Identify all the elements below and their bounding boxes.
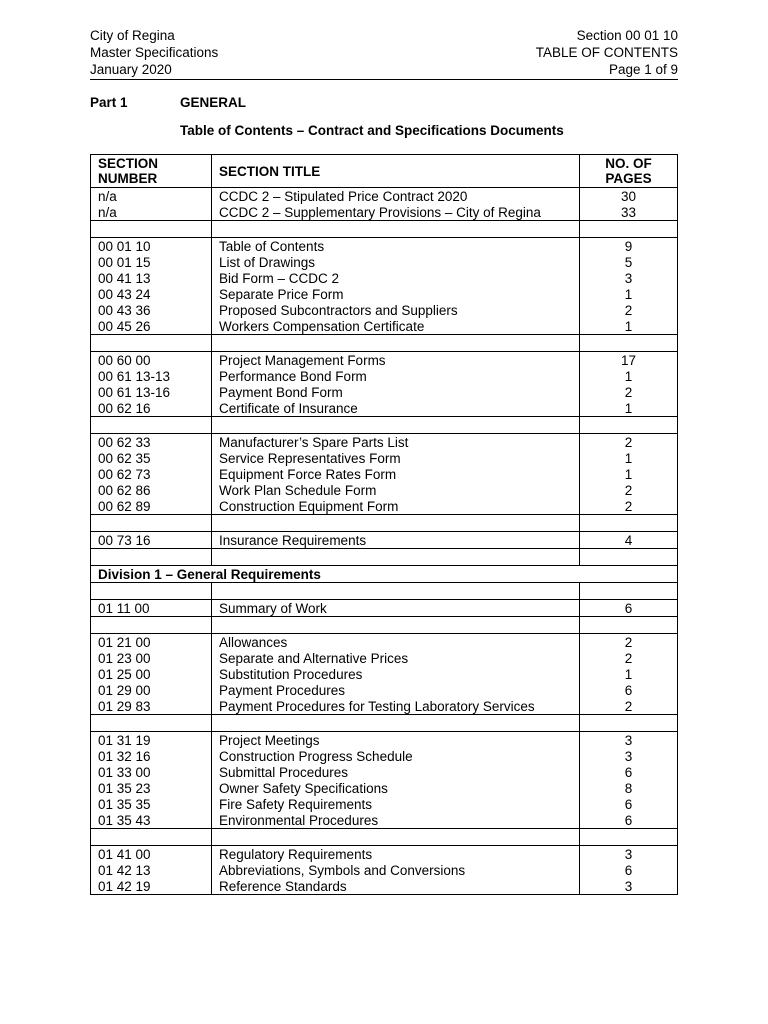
table-row [91, 352, 678, 369]
section-title-cell: Separate Price Form [212, 286, 580, 302]
table-row [91, 498, 678, 515]
blank-cell [580, 715, 678, 732]
section-title-cell: Performance Bond Form [212, 368, 580, 384]
section-number-cell: 00 61 13-13 [91, 368, 212, 384]
section-title-cell: Environmental Procedures [212, 812, 580, 829]
table-row [91, 450, 678, 466]
section-number-cell: 00 41 13 [91, 270, 212, 286]
page-count-cell: 17 [580, 352, 678, 369]
blank-cell [212, 549, 580, 566]
section-title-cell: CCDC 2 – Supplementary Provisions – City of Regina [212, 204, 580, 221]
section-title-cell: Project Management Forms [212, 352, 580, 369]
blank-row [91, 583, 678, 600]
table-row [91, 796, 678, 812]
header-row [90, 61, 678, 78]
section-number-cell: 00 62 86 [91, 482, 212, 498]
table-row [91, 764, 678, 780]
page-count-cell: 3 [580, 748, 678, 764]
page-count-cell: 6 [580, 812, 678, 829]
page-count-cell: 6 [580, 600, 678, 617]
blank-cell [91, 515, 212, 532]
toc-table-body [91, 188, 678, 895]
section-number-cell: 00 01 15 [91, 254, 212, 270]
section-number-cell: 01 41 00 [91, 846, 212, 863]
page-count-cell: 1 [580, 400, 678, 417]
toc-subtitle: Table of Contents – Contract and Specifications Documents [180, 123, 564, 138]
blank-cell [580, 617, 678, 634]
page-count-cell: 2 [580, 434, 678, 451]
section-number-cell: 00 62 33 [91, 434, 212, 451]
table-row [91, 286, 678, 302]
table-row [91, 368, 678, 384]
table-row [91, 878, 678, 895]
table-row [91, 780, 678, 796]
section-title-cell: Submittal Procedures [212, 764, 580, 780]
blank-cell [580, 417, 678, 434]
section-title-cell: Construction Equipment Form [212, 498, 580, 515]
header-date: January 2020 [90, 62, 172, 77]
page-count-cell: 9 [580, 238, 678, 255]
section-title-cell: Payment Bond Form [212, 384, 580, 400]
table-row [91, 846, 678, 863]
blank-cell [91, 549, 212, 566]
section-title-cell: Allowances [212, 634, 580, 651]
page-count-cell: 1 [580, 466, 678, 482]
section-title-cell: Workers Compensation Certificate [212, 318, 580, 335]
table-row [91, 318, 678, 335]
section-number-cell: 01 23 00 [91, 650, 212, 666]
table-row [91, 634, 678, 651]
division-heading-row [91, 566, 678, 583]
section-number-cell: 00 61 13-16 [91, 384, 212, 400]
page-count-cell: 4 [580, 532, 678, 549]
section-number-cell: 01 35 43 [91, 812, 212, 829]
table-row [91, 812, 678, 829]
part-number: Part 1 [90, 95, 128, 110]
section-title-cell: Proposed Subcontractors and Suppliers [212, 302, 580, 318]
page-count-cell: 8 [580, 780, 678, 796]
table-row [91, 666, 678, 682]
page-count-cell: 6 [580, 764, 678, 780]
blank-row [91, 549, 678, 566]
page-count-cell: 5 [580, 254, 678, 270]
table-row [91, 748, 678, 764]
section-title-cell: Insurance Requirements [212, 532, 580, 549]
header-document-name: Master Specifications [90, 45, 219, 60]
section-number-cell: n/a [91, 188, 212, 205]
blank-cell [91, 335, 212, 352]
table-row [91, 188, 678, 205]
page-count-cell: 1 [580, 450, 678, 466]
page-count-cell: 2 [580, 650, 678, 666]
page-count-cell: 3 [580, 878, 678, 895]
table-row [91, 650, 678, 666]
section-number-cell: 00 73 16 [91, 532, 212, 549]
header-section-number: Section 00 01 10 [576, 28, 678, 43]
section-number-cell: 00 62 16 [91, 400, 212, 417]
page-count-cell: 6 [580, 682, 678, 698]
section-title-cell: Equipment Force Rates Form [212, 466, 580, 482]
header-section-title: TABLE OF CONTENTS [535, 45, 678, 60]
table-row [91, 600, 678, 617]
blank-row [91, 335, 678, 352]
section-number-cell: 00 62 35 [91, 450, 212, 466]
section-number-cell: 01 21 00 [91, 634, 212, 651]
section-number-cell: 01 29 83 [91, 698, 212, 715]
blank-cell [212, 617, 580, 634]
page-count-cell: 1 [580, 368, 678, 384]
blank-cell [212, 515, 580, 532]
section-title-cell: Abbreviations, Symbols and Conversions [212, 862, 580, 878]
page-count-cell: 6 [580, 862, 678, 878]
section-title-cell: Owner Safety Specifications [212, 780, 580, 796]
section-title-cell: Table of Contents [212, 238, 580, 255]
table-row [91, 384, 678, 400]
blank-cell [91, 221, 212, 238]
section-number-cell: 00 62 73 [91, 466, 212, 482]
section-title-cell: Payment Procedures for Testing Laboratory Services [212, 698, 580, 715]
header-divider [90, 79, 678, 80]
page-count-cell: 1 [580, 666, 678, 682]
table-row [91, 682, 678, 698]
page-count-cell: 2 [580, 698, 678, 715]
table-row [91, 400, 678, 417]
table-row [91, 254, 678, 270]
page-count-cell: 3 [580, 732, 678, 749]
page-count-cell: 2 [580, 634, 678, 651]
page-count-cell: 3 [580, 846, 678, 863]
section-number-cell: 01 42 19 [91, 878, 212, 895]
blank-cell [91, 715, 212, 732]
part-heading [90, 94, 246, 111]
blank-cell [580, 549, 678, 566]
section-number-cell: 01 35 35 [91, 796, 212, 812]
page-count-cell: 2 [580, 384, 678, 400]
header-row [90, 27, 678, 44]
column-header-section-title: SECTION TITLE [212, 155, 580, 188]
section-number-cell: 01 33 00 [91, 764, 212, 780]
part-title: GENERAL [180, 95, 247, 110]
page-count-cell: 2 [580, 482, 678, 498]
table-row [91, 698, 678, 715]
page-count-cell: 2 [580, 302, 678, 318]
section-number-cell: 00 01 10 [91, 238, 212, 255]
header-page-number: Page 1 of 9 [608, 62, 678, 77]
section-number-cell: 01 11 00 [91, 600, 212, 617]
blank-row [91, 417, 678, 434]
page-count-cell: 1 [580, 286, 678, 302]
blank-cell [212, 221, 580, 238]
section-title-cell: Certificate of Insurance [212, 400, 580, 417]
table-row [91, 204, 678, 221]
blank-row [91, 829, 678, 846]
table-header-row [91, 155, 678, 188]
section-title-cell: CCDC 2 – Stipulated Price Contract 2020 [212, 188, 580, 205]
section-title-cell: Separate and Alternative Prices [212, 650, 580, 666]
table-row [91, 238, 678, 255]
page-count-cell: 1 [580, 318, 678, 335]
blank-row [91, 515, 678, 532]
blank-row [91, 715, 678, 732]
table-row [91, 270, 678, 286]
header-row [90, 44, 678, 61]
blank-cell [212, 715, 580, 732]
table-row [91, 466, 678, 482]
column-header-section-number: SECTION NUMBER [91, 155, 212, 188]
section-number-cell: 00 60 00 [91, 352, 212, 369]
blank-cell [580, 583, 678, 600]
header-organization: City of Regina [90, 28, 175, 43]
section-title-cell: Summary of Work [212, 600, 580, 617]
section-title-cell: Regulatory Requirements [212, 846, 580, 863]
blank-cell [91, 583, 212, 600]
blank-row [91, 617, 678, 634]
blank-cell [212, 829, 580, 846]
page-count-cell: 3 [580, 270, 678, 286]
section-number-cell: 01 32 16 [91, 748, 212, 764]
section-title-cell: Bid Form – CCDC 2 [212, 270, 580, 286]
blank-cell [212, 417, 580, 434]
toc-table [90, 154, 678, 895]
section-title-cell: Project Meetings [212, 732, 580, 749]
blank-cell [580, 335, 678, 352]
section-number-cell: 01 31 19 [91, 732, 212, 749]
blank-row [91, 221, 678, 238]
blank-cell [91, 829, 212, 846]
section-title-cell: Payment Procedures [212, 682, 580, 698]
blank-cell [91, 617, 212, 634]
section-number-cell: 01 42 13 [91, 862, 212, 878]
section-number-cell: 00 62 89 [91, 498, 212, 515]
section-number-cell: 00 45 26 [91, 318, 212, 335]
blank-cell [580, 829, 678, 846]
section-title-cell: List of Drawings [212, 254, 580, 270]
page-count-cell: 2 [580, 498, 678, 515]
section-number-cell: 01 35 23 [91, 780, 212, 796]
section-number-cell: n/a [91, 204, 212, 221]
blank-cell [212, 335, 580, 352]
blank-cell [580, 221, 678, 238]
table-row [91, 434, 678, 451]
table-row [91, 482, 678, 498]
table-row [91, 862, 678, 878]
section-title-cell: Service Representatives Form [212, 450, 580, 466]
section-number-cell: 00 43 24 [91, 286, 212, 302]
page-count-cell: 6 [580, 796, 678, 812]
section-title-cell: Manufacturer’s Spare Parts List [212, 434, 580, 451]
page-count-cell: 33 [580, 204, 678, 221]
table-row [91, 732, 678, 749]
page-header [90, 27, 678, 78]
table-row [91, 532, 678, 549]
division-heading: Division 1 – General Requirements [91, 566, 678, 583]
section-title-cell: Work Plan Schedule Form [212, 482, 580, 498]
blank-cell [212, 583, 580, 600]
section-title-cell: Construction Progress Schedule [212, 748, 580, 764]
blank-cell [91, 417, 212, 434]
section-title-cell: Substitution Procedures [212, 666, 580, 682]
section-number-cell: 00 43 36 [91, 302, 212, 318]
section-title-cell: Reference Standards [212, 878, 580, 895]
table-row [91, 302, 678, 318]
page-count-cell: 30 [580, 188, 678, 205]
column-header-pages: NO. OF PAGES [580, 155, 678, 188]
section-title-cell: Fire Safety Requirements [212, 796, 580, 812]
blank-cell [580, 515, 678, 532]
section-number-cell: 01 25 00 [91, 666, 212, 682]
section-number-cell: 01 29 00 [91, 682, 212, 698]
